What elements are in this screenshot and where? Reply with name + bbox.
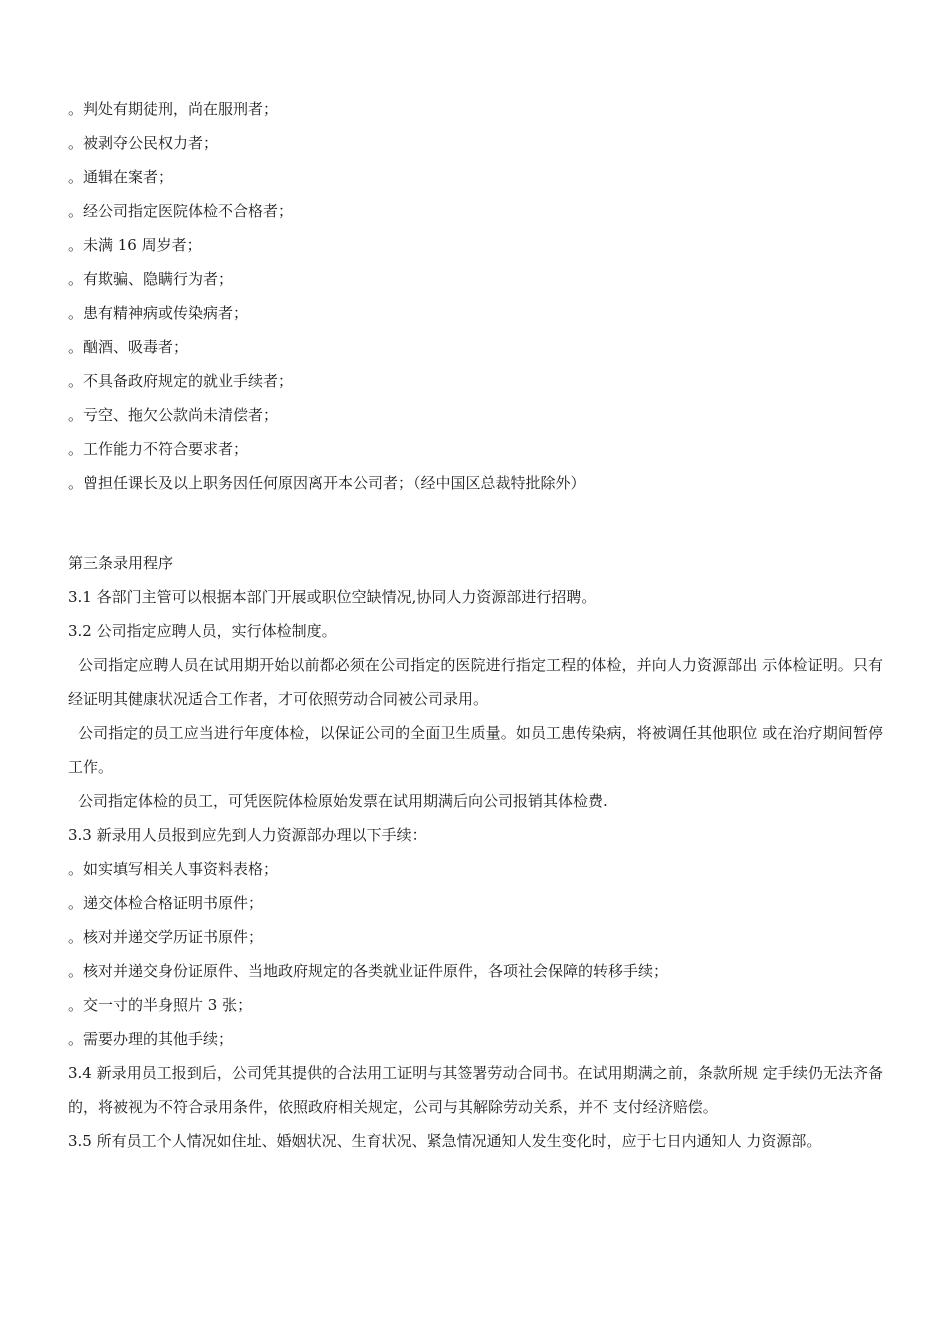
clause-3-2-paragraph-a: 公司指定应聘人员在试用期开始以前都必须在公司指定的医院进行指定工程的体检，并向人力资源部出 示体检证明。只有经证明其健康状况适合工作者，才可依照劳动合同被公司录用。	[68, 656, 883, 708]
list-item: 。交一寸的半身照片 3 张；	[68, 996, 253, 1014]
list-item: 。核对并递交身份证原件、当地政府规定的各类就业证件原件，各项社会保障的转移手续；	[68, 962, 669, 980]
list-item: 。判处有期徒刑，尚在服刑者；	[68, 100, 279, 118]
clause-3-2-paragraph-c: 公司指定体检的员工，可凭医院体检原始发票在试用期满后向公司报销其体检费.	[78, 792, 608, 810]
list-item: 。递交体检合格证明书原件；	[68, 894, 264, 912]
list-item: 。如实填写相关人事资料表格；	[68, 860, 279, 878]
section-heading: 第三条录用程序	[68, 554, 174, 572]
list-item: 。被剥夺公民权力者；	[68, 134, 219, 152]
section-3	[68, 546, 883, 1158]
clause-3-5: 3.5 所有员工个人情况如住址、婚姻状况、生育状况、紧急情况通知人发生变化时，应于七日内通知人 力资源部。	[68, 1132, 822, 1150]
clause-3-1: 3.1 各部门主管可以根据本部门开展或职位空缺情况,协同人力资源部进行招聘。	[68, 588, 597, 606]
clause-3-2: 3.2 公司指定应聘人员，实行体检制度。	[68, 622, 337, 640]
list-item: 。有欺骗、隐瞒行为者；	[68, 270, 234, 288]
clause-3-3: 3.3 新录用人员报到应先到人力资源部办理以下手续：	[68, 826, 427, 844]
list-item: 。不具备政府规定的就业手续者；	[68, 372, 294, 390]
list-item: 。患有精神病或传染病者；	[68, 304, 249, 322]
list-item: 。工作能力不符合要求者；	[68, 440, 249, 458]
clause-3-4: 3.4 新录用员工报到后，公司凭其提供的合法用工证明与其签署劳动合同书。在试用期满之前，条款所规 定手续仍无法齐备的，将被视为不符合录用条件，依照政府相关规定，公司与其解除劳动关系，并不 支付经济赔偿。	[68, 1064, 883, 1116]
list-item: 。核对并递交学历证书原件；	[68, 928, 264, 946]
list-item: 。通辑在案者；	[68, 168, 174, 186]
disqualification-list	[68, 92, 883, 500]
clause-3-2-paragraph-b: 公司指定的员工应当进行年度体检，以保证公司的全面卫生质量。如员工患传染病，将被调任其他职位 或在治疗期间暂停工作。	[68, 724, 883, 776]
list-item: 。亏空、拖欠公款尚未清偿者；	[68, 406, 279, 424]
list-item: 。酗酒、吸毒者；	[68, 338, 189, 356]
list-item: 。经公司指定医院体检不合格者；	[68, 202, 294, 220]
list-item: 。曾担任课长及以上职务因任何原因离开本公司者；（经中国区总裁特批除外）	[68, 474, 586, 492]
list-item: 。需要办理的其他手续；	[68, 1030, 234, 1048]
list-item: 。未满 16 周岁者；	[68, 236, 202, 254]
